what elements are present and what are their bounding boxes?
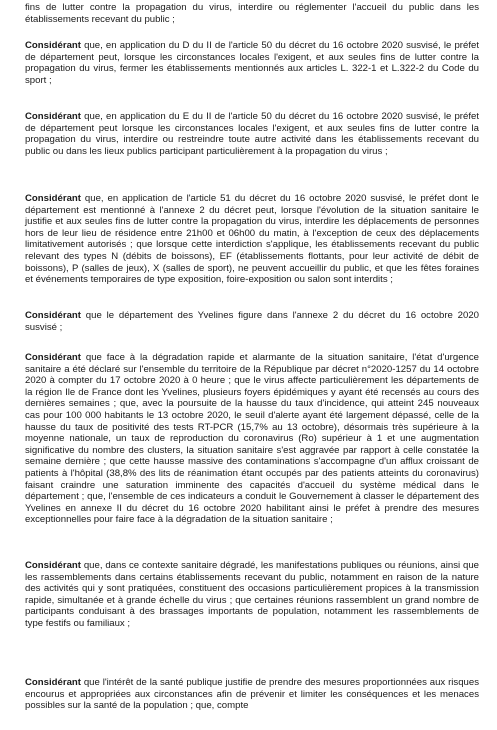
paragraph-text: que, en application du E du II de l'article 50 du décret du 16 octobre 2020 susvisé, le préfet de département peut lorsque les circonstances locales l'exigent, et aux seules fins de lutter contre la propagation du virus, interdire ou restreindre toute autre activité dans les établissements recevant du public ou dans les lieux publics participant particulièrement à la propagation du virus ;: [25, 111, 479, 157]
paragraph-text: fins de lutter contre la propagation du virus, interdire ou réglementer l'accueil du public dans les établissements recevant du public ;: [25, 2, 479, 25]
paragraph-keyword: Considérant: [25, 677, 81, 688]
paragraph-text: que, en application du D du II de l'article 50 du décret du 16 octobre 2020 susvisé, le préfet de département peut, lorsque les circonstances locales l'exigent, et aux seules fins de lutter contre la propagation du virus, fermer les établissements mentionnés aux articles L. 322-1 et L.322-2 du Code du sport ;: [25, 40, 479, 86]
paragraph-text: que l'intérêt de la santé publique justifie de prendre des mesures proportionnées aux risques encourus et appropriées aux circonstances afin de prévenir et limiter les conséquences et les menaces possibles sur la santé de la population ; que, compte: [25, 677, 479, 712]
paragraph-keyword: Considérant: [25, 560, 81, 571]
paragraph-text: que, en application de l'article 51 du décret du 16 octobre 2020 susvisé, le préfet dont le département est mentionné à l'annexe 2 du décret peut, lorsque l'évolution de la situation sanitaire le justifie et aux seules fins de lutter contre la propagation du virus, interdire les déplacements de personnes hors de leur lieu de résidence entre 21h00 et 06h00 du matin, à l'exception de ceux des déplacements limitativement autorisés ; que lorsque cette interdiction s'applique, les établissements recevant du public relevant des types N (débits de boissons), EF (établissements flottants, pour leur activité de débit de boissons), P (salles de jeux), X (salles de sport), ne peuvent accueillir du public, et que les fêtes foraines et événements temporaires de type exposition, foire-exposition ou salon sont interdits ;: [25, 193, 479, 286]
paragraph-keyword: Considérant: [25, 111, 81, 122]
paragraph-considerant-sanitary-situation: [25, 352, 479, 526]
paragraph-text: que le département des Yvelines figure dans l'annexe 2 du décret du 16 octobre 2020 susvisé ;: [25, 310, 479, 333]
paragraph-keyword: Considérant: [25, 193, 81, 204]
paragraph-text: que, dans ce contexte sanitaire dégradé, les manifestations publiques ou réunions, ainsi que les rassemblements dans certains établissements recevant du public, notamment en raison de la nature des activités qui y sont pratiquées, constituent des occasions particulièrement propices à la transmission rapide, simultanée et à grande échelle du virus ; que certaines réunions rassemblent un grand nombre de participants conduisant à des brassages importants de population, notamment les rassemblements de type festifs ou familiaux ;: [25, 560, 479, 629]
paragraph-considerant-sport: [25, 40, 479, 86]
paragraph-considerant-yvelines: [25, 310, 479, 333]
paragraph-keyword: Considérant: [25, 352, 81, 363]
paragraph-considerant-public-health: [25, 677, 479, 712]
paragraph-text: que face à la dégradation rapide et alarmante de la situation sanitaire, l'état d'urgence sanitaire a été déclaré sur l'ensemble du territoire de la République par décret n°2020-1257 du 14 octobre 2020 à compter du 17 octobre 2020 à 0 heure ; que le virus affecte particulièrement les départements de la région Ile de France dont les Yvelines, plusieurs foyers épidémiques y ayant été recensés au cours des dernières semaines ; que, avec la poursuite de la hausse du taux d'incidence, qui atteint 245 nouveaux cas pour 100 000 habitants le 13 octobre 2020, le seuil d'alerte ayant été largement dépassé, celle de la hausse du taux de positivité des tests RT-PCR (15,7% au 13 octobre), désormais très supérieure à la moyenne nationale, un taux de reproduction du coronavirus (Ro) supérieur à 1 et une augmentation significative du nombre des clusters, la situation sanitaire s'est aggravée par rapport à celle constatée la semaine dernière ; que cette hausse massive des contaminations s'accompagne d'un afflux croissant de patients à l'hôpital (38,8% des lits de réanimation étant occupés par des patients atteints du coronavirus) faisant craindre une saturation imminente des capacités d'accueil du système médical dans le département ; que, l'ensemble de ces indicateurs a conduit le Gouvernement à classer le département des Yvelines en annexe II du décret du 16 octobre 2020 habilitant ainsi le préfet à prendre des mesures exceptionnelles pour faire face à la dégradation de la situation sanitaire ;: [25, 352, 479, 526]
paragraph-considerant-curfew: [25, 193, 479, 286]
paragraph-considerant-gatherings: [25, 560, 479, 630]
paragraph-considerant-activities: [25, 111, 479, 157]
paragraph-keyword: Considérant: [25, 310, 81, 321]
paragraph-intro: [25, 2, 479, 25]
paragraph-keyword: Considérant: [25, 40, 81, 51]
